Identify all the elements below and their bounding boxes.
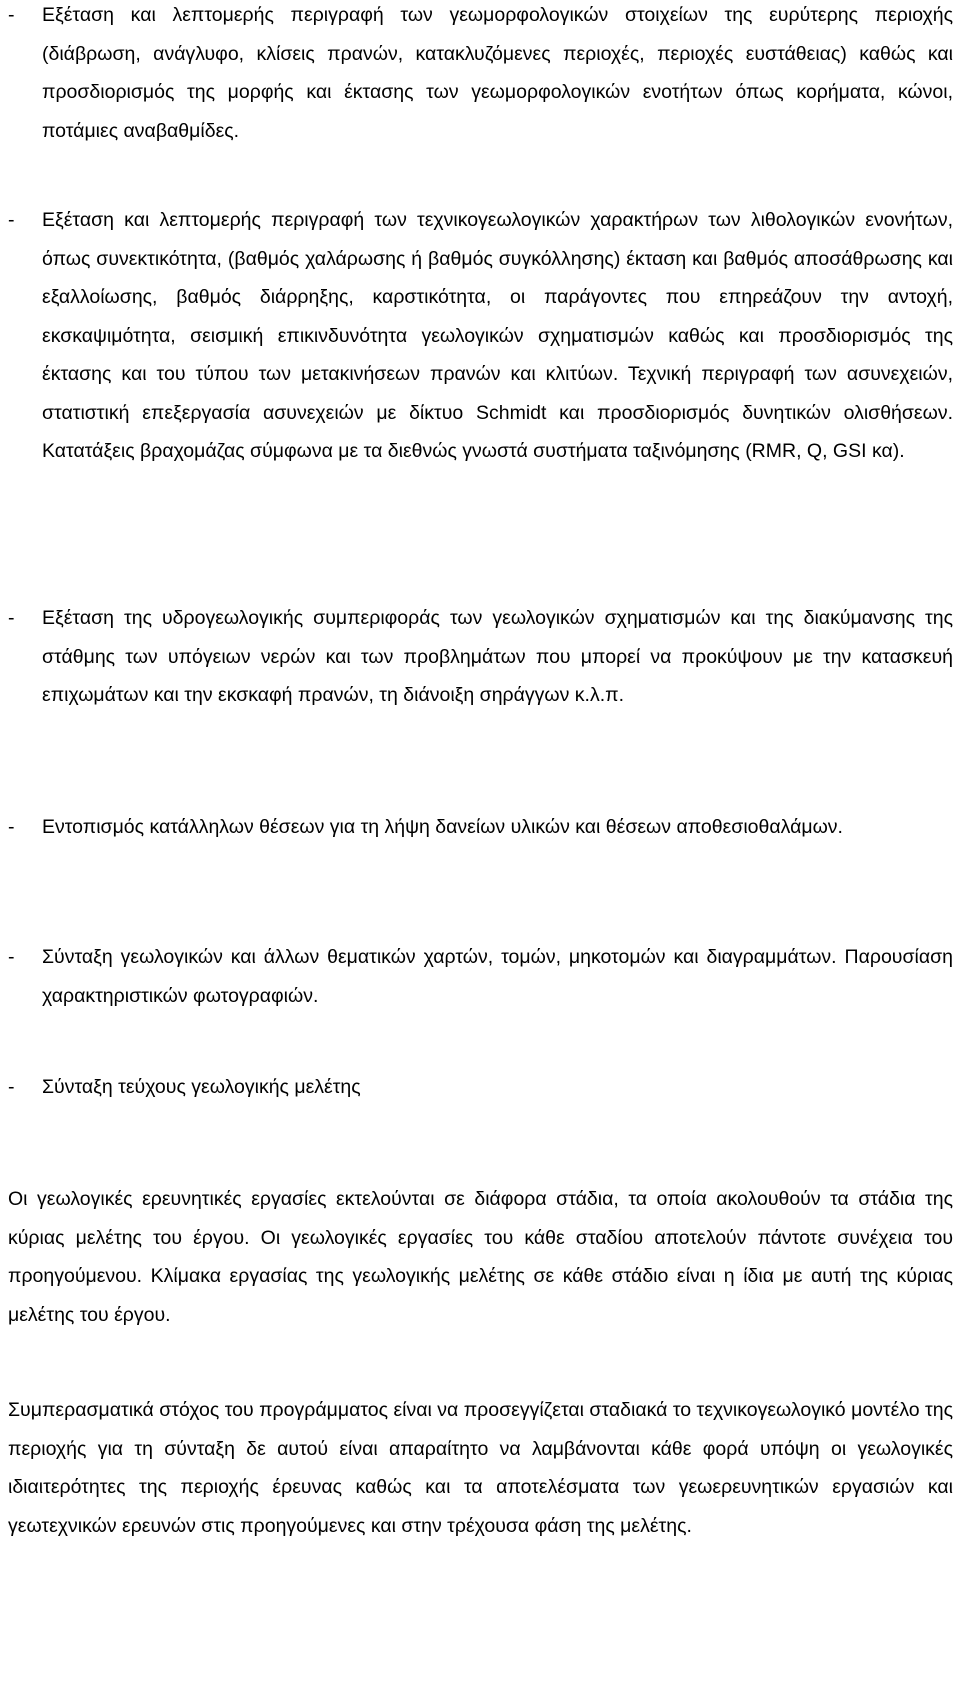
- paragraph-stages: Οι γεωλογικές ερευνητικές εργασίες εκτελούνται σε διάφορα στάδια, τα οποία ακολουθούν τα στάδια της κύριας μελέτης του έργου. Οι γεωλογικές εργασίες του κάθε σταδίου αποτελούν πάντοτε συνέχεια του προηγούμενου. Κλίμακα εργασίας της γεωλογικής μελέτης σε κάθε στάδιο είναι η ίδια με αυτή της κύριας μελέτης του έργου.: [8, 1188, 953, 1326]
- bullet-text: Σύνταξη τεύχους γεωλογικής μελέτης: [42, 1076, 361, 1098]
- bullet-dash: -: [8, 946, 15, 968]
- bullet-item-maps: [8, 938, 953, 1015]
- bullet-item-hydrogeology: [8, 599, 953, 715]
- bullet-item-borrow-sites: [8, 808, 953, 847]
- bullet-dash: -: [8, 816, 15, 838]
- paragraph-conclusion: Συμπερασματικά στόχος του προγράμματος είναι να προσεγγίζεται σταδιακά το τεχνικογεωλογικό μοντέλο της περιοχής για τη σύνταξη δε αυτού είναι απαραίτητο να λαμβάνονται κάθε φορά υπόψη οι γεωλογικές ιδιαιτερότητες της περιοχής έρευνας καθώς και τα αποτελέσματα των γεωερευνητικών εργασιών και γεωτεχνικών ερευνών στις προηγούμενες και στην τρέχουσα φάση της μελέτης.: [8, 1399, 953, 1537]
- bullet-dash: -: [8, 607, 15, 629]
- bullet-item-report: [8, 1068, 953, 1107]
- bullet-item-engineering-geology: [8, 201, 953, 471]
- bullet-dash: -: [8, 209, 15, 231]
- bullet-text: Εξέταση και λεπτομερής περιγραφή των τεχνικογεωλογικών χαρακτήρων των λιθολογικών ενονήτων, όπως συνεκτικότητα, (βαθμός χαλάρωσης ή βαθμός συγκόλλησης) έκταση και βαθμός αποσάθρωσης και εξαλλοίωσης, βαθμός διάρρηξης, καρστικότητα, οι παράγοντες που επηρεάζουν την αντοχή, εκσκαψιμότητα, σεισμική επικινδυνότητα γεωλογικών σχηματισμών καθώς και προσδιορισμός της έκτασης και του τύπου των μετακινήσεων πρανών και κλιτύων. Τεχνική περιγραφή των ασυνεχειών, στατιστική επεξεργασία ασυνεχειών με δίκτυο Schmidt και προσδιορισμός δυνητικών ολισθήσεων. Κατατάξεις βραχομάζας σύμφωνα με τα διεθνώς γνωστά συστήματα ταξινόμησης (RMR, Q, GSI κα).: [42, 209, 953, 462]
- bullet-item-geomorphology: [8, 0, 953, 150]
- bullet-text: Εντοπισμός κατάλληλων θέσεων για τη λήψη δανείων υλικών και θέσεων αποθεσιοθαλάμων.: [42, 816, 843, 838]
- bullet-dash: -: [8, 4, 15, 26]
- bullet-dash: -: [8, 1076, 15, 1098]
- bullet-text: Σύνταξη γεωλογικών και άλλων θεματικών χαρτών, τομών, μηκοτομών και διαγραμμάτων. Παρουσίαση χαρακτηριστικών φωτογραφιών.: [42, 946, 953, 1007]
- bullet-text: Εξέταση και λεπτομερής περιγραφή των γεωμορφολογικών στοιχείων της ευρύτερης περιοχής (διάβρωση, ανάγλυφο, κλίσεις πρανών, κατακλυζόμενες περιοχές, περιοχές ευστάθειας) καθώς και προσδιορισμός της μορφής και έκτασης των γεωμορφολογικών ενοτήτων όπως κορήματα, κώνοι, ποτάμιες αναβαθμίδες.: [42, 4, 953, 142]
- bullet-text: Εξέταση της υδρογεωλογικής συμπεριφοράς των γεωλογικών σχηματισμών και της διακύμανσης της στάθμης των υπόγειων νερών και των προβλημάτων που μπορεί να προκύψουν με την κατασκευή επιχωμάτων και την εκσκαφή πρανών, τη διάνοιξη σηράγγων κ.λ.π.: [42, 607, 953, 706]
